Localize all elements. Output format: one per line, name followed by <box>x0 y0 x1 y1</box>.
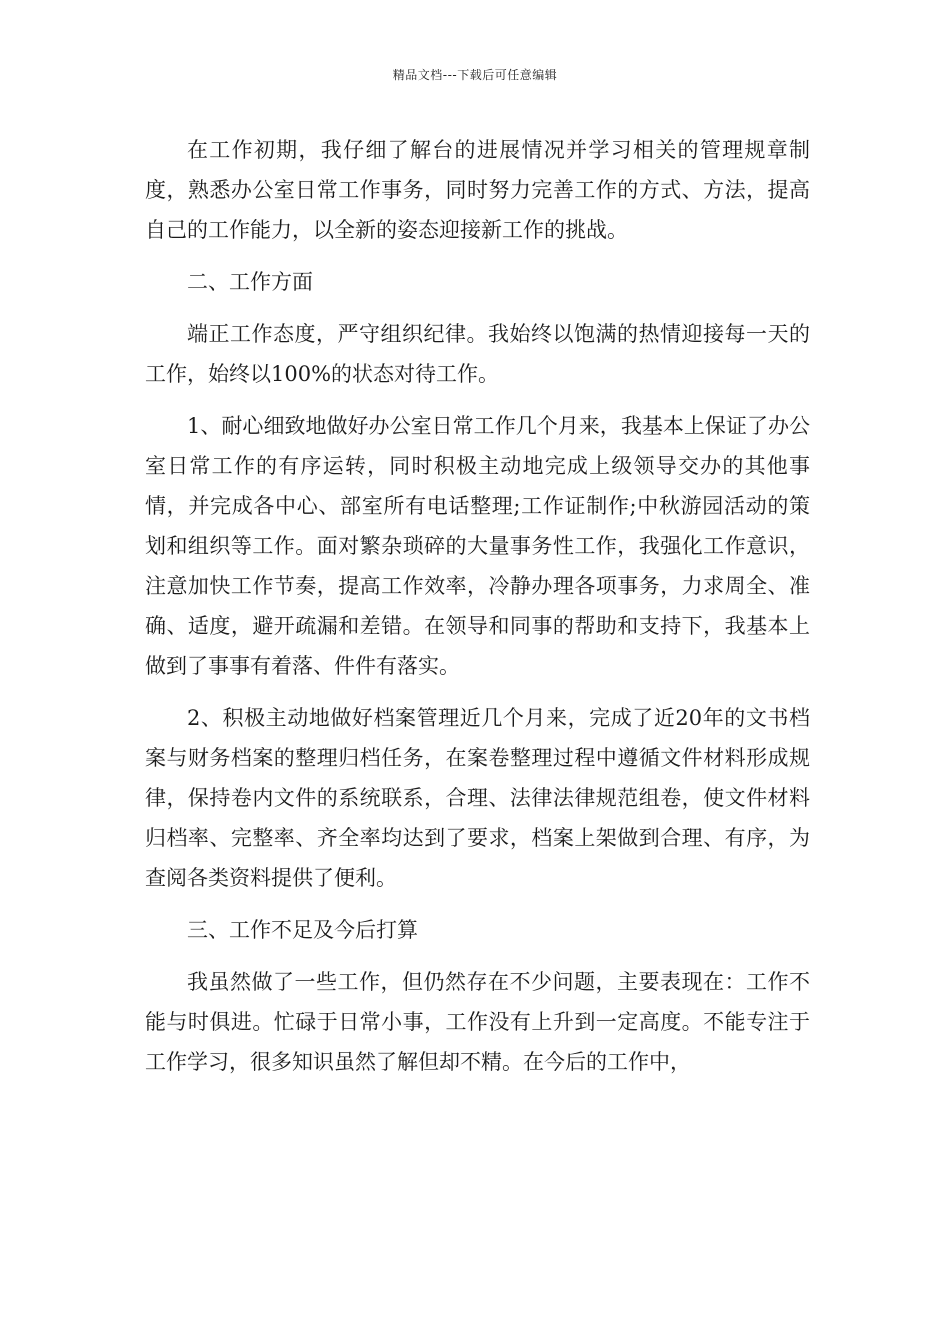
paragraph-attitude: 端正工作态度，严守组织纪律。我始终以饱满的热情迎接每一天的工作，始终以100%的状态对待工作。 <box>145 322 810 386</box>
paragraph-work-start: 在工作初期，我仔细了解台的进展情况并学习相关的管理规章制度，熟悉办公室日常工作事务，同时努力完善工作的方式、方法，提高自己的工作能力，以全新的姿态迎接新工作的挑战。 <box>145 138 810 242</box>
paragraph-office-work: 1、耐心细致地做好办公室日常工作几个月来，我基本上保证了办公室日常工作的有序运转，同时积极主动地完成上级领导交办的其他事情，并完成各中心、部室所有电话整理;工作证制作;中秋游园活动的策划和组织等工作。面对繁杂琐碎的大量事务性工作，我强化工作意识，注意加快工作节奏，提高工作效率，冷静办理各项事务，力求周全、准确、适度，避开疏漏和差错。在领导和同事的帮助和支持下，我基本上做到了事事有着落、件件有落实。 <box>145 414 810 678</box>
page-header: 精品文档---下载后可任意编辑 <box>392 68 558 82</box>
heading-shortcomings-plans: 三、工作不足及今后打算 <box>187 918 418 942</box>
document-body <box>145 130 810 1094</box>
heading-work-aspects: 二、工作方面 <box>187 270 313 294</box>
paragraph-archive-management: 2、积极主动地做好档案管理近几个月来，完成了近20年的文书档案与财务档案的整理归档任务，在案卷整理过程中遵循文件材料形成规律，保持卷内文件的系统联系，合理、法律法律规范组卷，使文件材料归档率、完整率、齐全率均达到了要求，档案上架做到合理、有序，为查阅各类资料提供了便利。 <box>145 706 810 890</box>
paragraph-shortcomings: 我虽然做了一些工作，但仍然存在不少问题，主要表现在：工作不能与时俱进。忙碌于日常小事，工作没有上升到一定高度。不能专注于工作学习，很多知识虽然了解但却不精。在今后的工作中， <box>145 970 810 1074</box>
